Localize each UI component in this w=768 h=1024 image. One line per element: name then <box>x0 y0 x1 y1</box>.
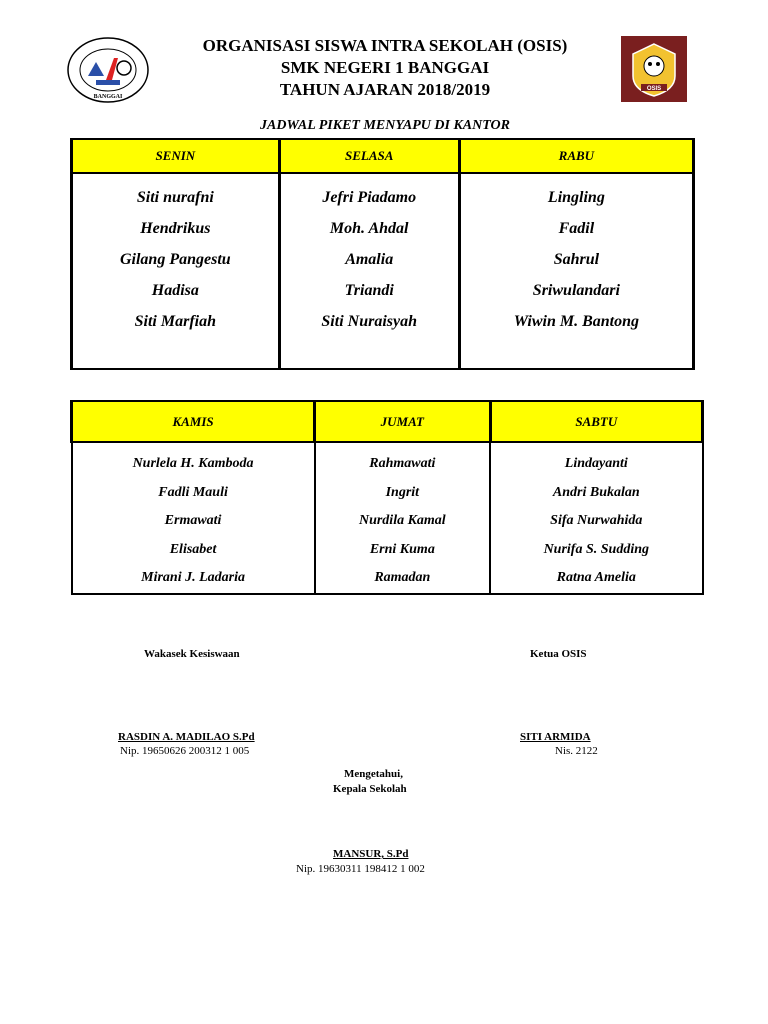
student-name: Triandi <box>344 282 394 299</box>
student-name: Ratna Amelia <box>556 570 636 585</box>
student-name: Jefri Piadamo <box>322 189 417 206</box>
svg-text:BANGGAI: BANGGAI <box>93 94 123 100</box>
names-column <box>490 442 702 594</box>
student-name: Ermawati <box>164 513 222 528</box>
left-signer-role: Wakasek Kesiswaan <box>144 648 240 660</box>
right-signer-role: Ketua OSIS <box>530 648 587 660</box>
student-name: Hendrikus <box>140 220 211 237</box>
student-name: Ingrit <box>385 484 420 500</box>
svg-text:OSIS: OSIS <box>646 86 662 92</box>
student-name: Mirani J. Ladaria <box>141 570 245 585</box>
student-name: Moh. Ahdal <box>329 220 409 237</box>
student-name: Siti nurafni <box>136 189 214 206</box>
student-name: Gilang Pangestu <box>119 251 231 268</box>
day-header: RABU <box>459 139 693 173</box>
schedule-table-1 <box>70 138 695 370</box>
student-name: Hadisa <box>151 282 199 299</box>
student-name: Siti Marfiah <box>134 313 216 330</box>
names-column <box>459 173 693 369</box>
student-name: Nurdila Kamal <box>358 513 446 528</box>
osis-logo <box>621 36 687 102</box>
school-logo <box>66 36 150 104</box>
schedule-table-2 <box>70 400 704 595</box>
header-org-name: ORGANISASI SISWA INTRA SEKOLAH (OSIS) <box>202 36 568 55</box>
student-name: Lingling <box>547 189 605 206</box>
student-name: Lindayanti <box>564 456 628 471</box>
student-name: Ramadan <box>374 570 431 585</box>
student-name: Elisabet <box>169 541 217 557</box>
page-title: JADWAL PIKET MENYAPU DI KANTOR <box>260 118 510 133</box>
principal-id: Nip. 19630311 198412 1 002 <box>296 863 425 875</box>
student-name: Erni Kuma <box>369 541 435 557</box>
student-name: Fadli Mauli <box>158 484 228 500</box>
header-school-year: TAHUN AJARAN 2018/2019 <box>279 80 491 99</box>
student-name: Amalia <box>345 251 394 268</box>
student-name: Sriwulandari <box>532 282 620 299</box>
right-signer-name: SITI ARMIDA <box>520 731 591 743</box>
right-signer-id: Nis. 2122 <box>555 745 598 757</box>
student-name: Nurifa S. Sudding <box>543 541 649 557</box>
student-name: Rahmawati <box>369 456 436 471</box>
principal-role: Kepala Sekolah <box>333 783 407 795</box>
names-column <box>72 442 315 594</box>
student-name: Fadil <box>558 220 595 237</box>
names-column <box>72 173 280 369</box>
student-name: Nurlela H. Kamboda <box>132 456 254 471</box>
student-name: Wiwin M. Bantong <box>513 313 639 330</box>
student-name: Sahrul <box>553 251 600 268</box>
acknowledge-label: Mengetahui, <box>344 768 403 780</box>
day-header: JUMAT <box>315 401 490 442</box>
left-signer-name: RASDIN A. MADILAO S.Pd <box>118 731 255 743</box>
student-name: Andri Bukalan <box>552 484 640 500</box>
header-school-name: SMK NEGERI 1 BANGGAI <box>280 58 490 77</box>
student-name: Siti Nuraisyah <box>321 313 417 330</box>
day-header: SABTU <box>490 401 702 442</box>
student-name: Sifa Nurwahida <box>550 513 643 528</box>
names-column <box>315 442 490 594</box>
day-header: KAMIS <box>72 401 315 442</box>
day-header: SELASA <box>279 139 459 173</box>
principal-name: MANSUR, S.Pd <box>333 848 409 860</box>
day-header: SENIN <box>72 139 280 173</box>
left-signer-id: Nip. 19650626 200312 1 005 <box>120 745 250 757</box>
names-column <box>279 173 459 369</box>
